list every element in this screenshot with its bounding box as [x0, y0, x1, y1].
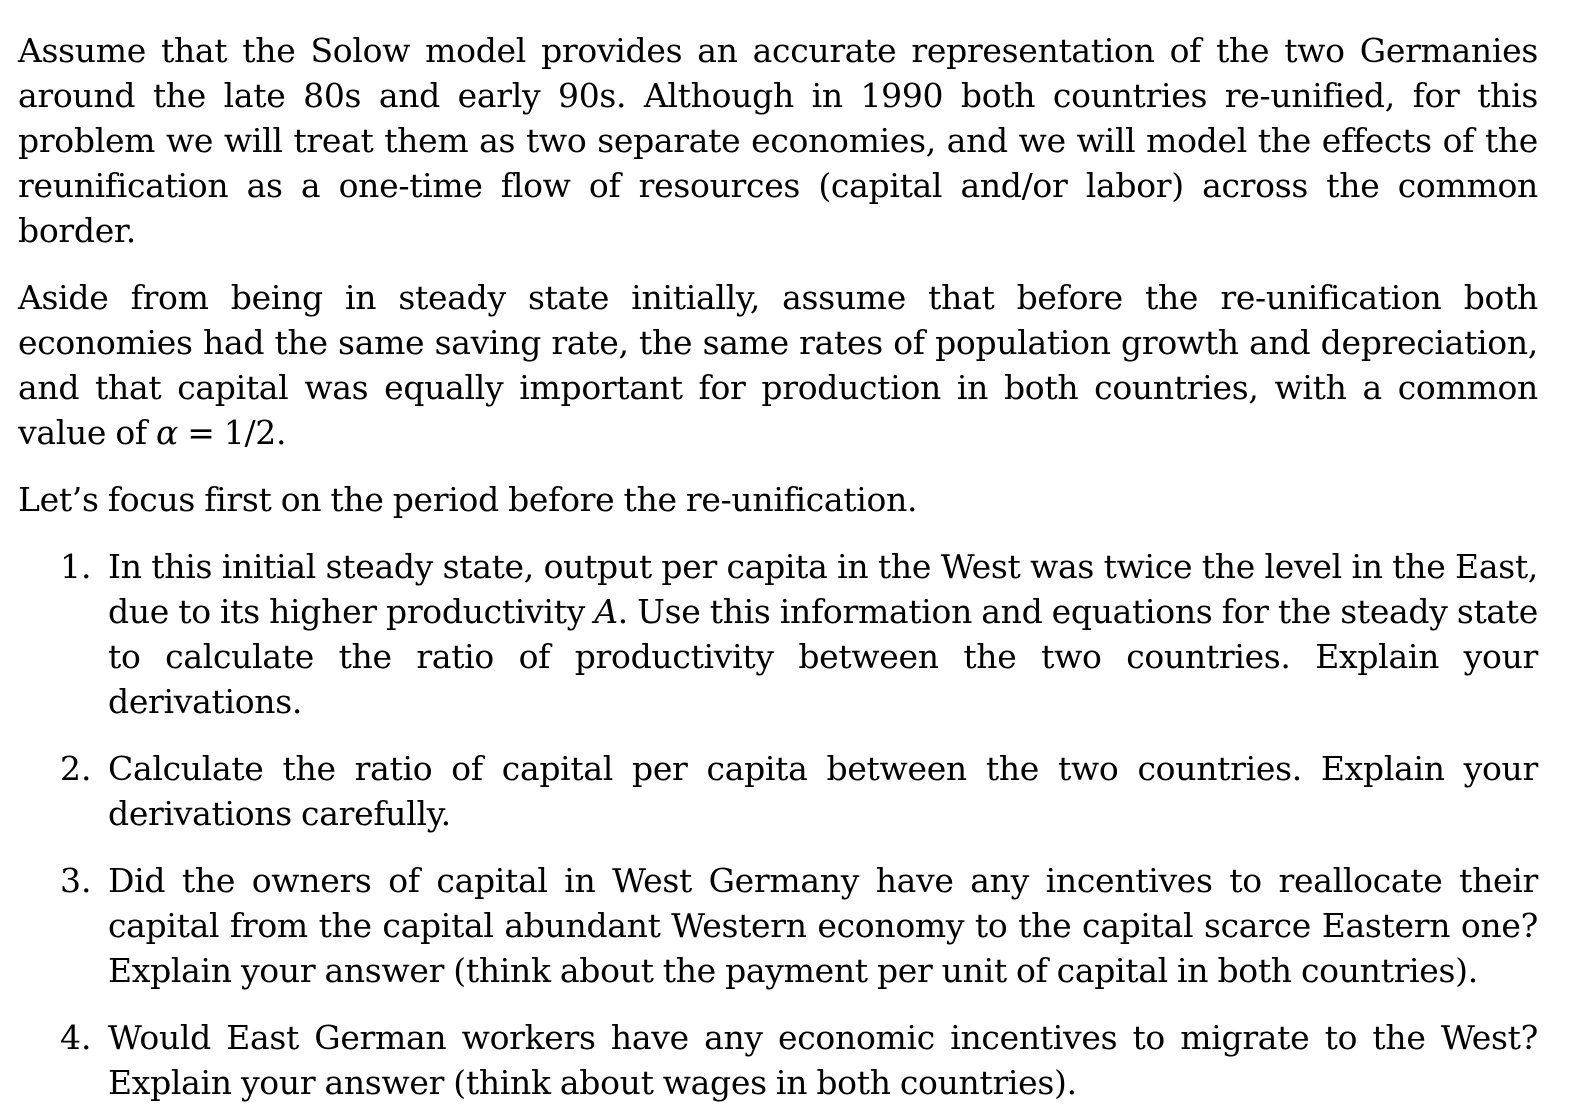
question-list [18, 544, 1538, 1105]
question-4-number: 4. [60, 1018, 92, 1057]
alpha-symbol: α [156, 413, 179, 452]
question-1-text [108, 544, 1538, 724]
question-1-text-before: In this initial steady state, output per capita in the West was twice the level in the East, due to its higher productivity [108, 547, 1538, 631]
question-2 [18, 746, 1538, 836]
question-3-text: Did the owners of capital in West Germany have any incentives to reallocate their capital from the capital abundant Western economy to the capital scarce Eastern one? Explain your answer (think about the payment per unit of capital in both countries). [108, 861, 1538, 990]
alpha-value: = 1/2. [178, 413, 287, 452]
question-3-number: 3. [60, 861, 92, 900]
intro-paragraph-1: Assume that the Solow model provides an accurate representation of the two Germanies around the late 80s and early 90s. Although in 1990 both countries re-unified, for this problem we will treat them as two separate economies, and we will model the effects of the reunification as a one-time flow of resources (capital and/or labor) across the common border. [18, 31, 1538, 250]
question-1-text-after: . Use this information and equations for the steady state to calculate the ratio of productivity between the two countries. Explain your derivations. [108, 592, 1538, 721]
intro-paragraph-3: Let’s focus first on the period before the re-unification. [18, 480, 918, 519]
question-4 [18, 1015, 1538, 1105]
question-2-number: 2. [60, 749, 92, 788]
question-3 [18, 858, 1538, 993]
question-4-text: Would East German workers have any economic incentives to migrate to the West? Explain your answer (think about wages in both countries). [108, 1018, 1538, 1102]
intro-paragraph-2-text: Aside from being in steady state initially, assume that before the re-unification both economies had the same saving rate, the same rates of population growth and depreciation, and that capital was equally important for production in both countries, with a common value of [18, 278, 1538, 452]
question-1 [18, 544, 1538, 724]
intro-paragraph-2 [18, 275, 1538, 455]
productivity-symbol: A [594, 592, 618, 631]
question-2-text: Calculate the ratio of capital per capita between the two countries. Explain your derivations carefully. [108, 749, 1538, 833]
question-1-number: 1. [60, 547, 92, 586]
